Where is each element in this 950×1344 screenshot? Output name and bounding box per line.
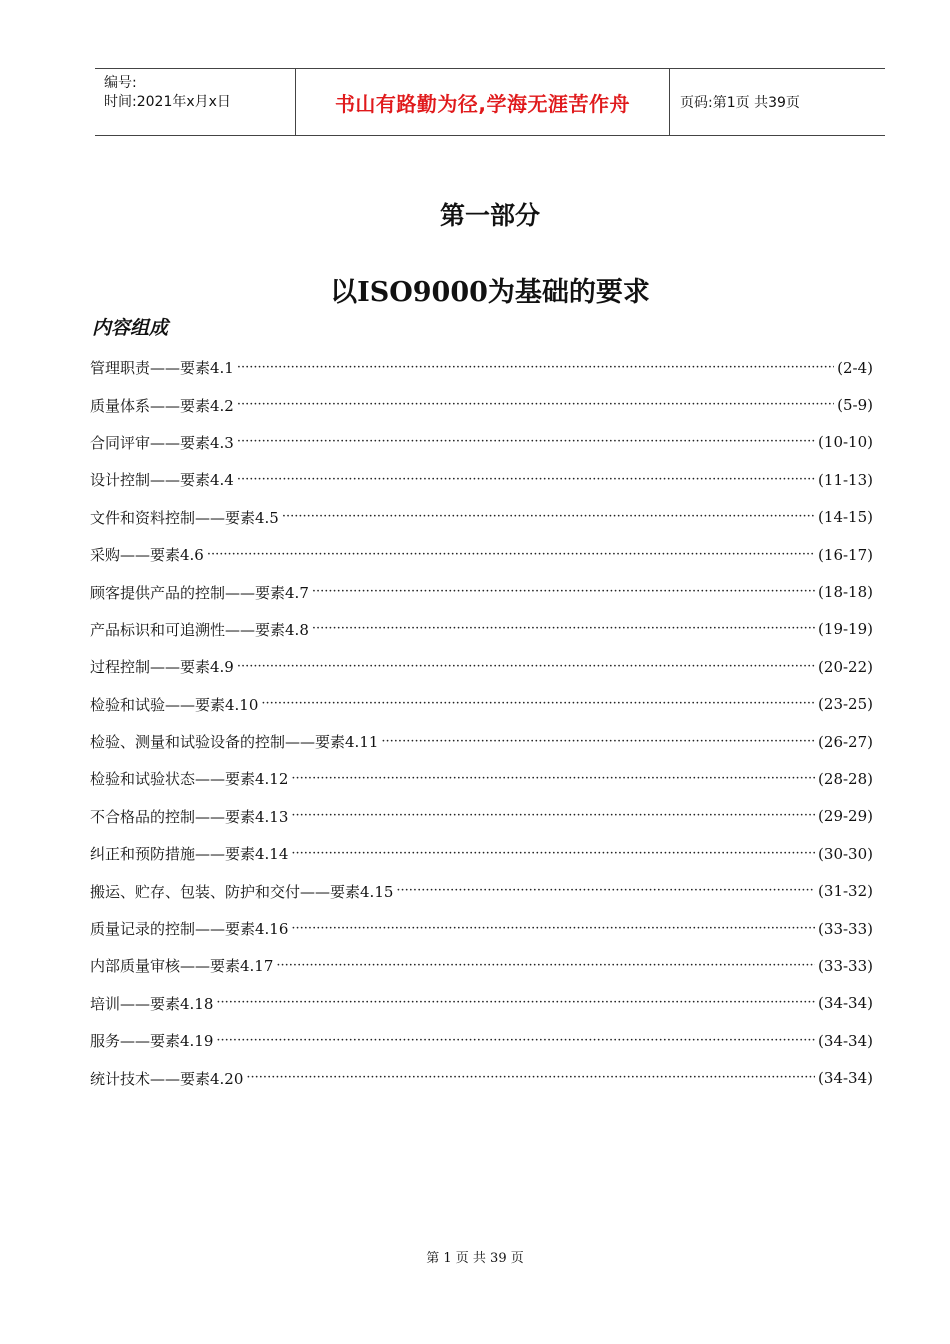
toc-dot-leader (312, 583, 815, 601)
toc-entry-label: 纠正和预防措施——要素4.14 (90, 845, 289, 864)
toc-entry-pages: (18-18) (818, 583, 873, 602)
toc-entry[interactable] (90, 424, 873, 461)
toc-entry[interactable] (90, 947, 873, 984)
toc-entry[interactable] (90, 985, 873, 1022)
toc-entry-pages: (2-4) (837, 358, 873, 377)
toc-entry[interactable] (90, 573, 873, 610)
toc-entry-pages: (5-9) (837, 396, 873, 415)
toc-entry-pages: (16-17) (818, 545, 873, 564)
header-meta-cell (95, 69, 296, 135)
toc-entry-label: 内部质量审核——要素4.17 (90, 957, 274, 976)
toc-dot-leader (216, 1032, 815, 1050)
toc-entry-pages: (19-19) (818, 620, 873, 639)
toc-dot-leader (237, 433, 815, 451)
toc-entry[interactable] (90, 723, 873, 760)
header-motto: 书山有路勤为径,学海无涯苦作舟 (334, 91, 631, 116)
toc-dot-leader (261, 695, 815, 713)
toc-dot-leader (396, 882, 815, 900)
toc-entry-label: 产品标识和可追溯性——要素4.8 (90, 620, 309, 639)
toc-entry-label: 搬运、贮存、包装、防护和交付——要素4.15 (90, 882, 394, 901)
toc-dot-leader (291, 807, 815, 825)
toc-entry-label: 文件和资料控制——要素4.5 (90, 508, 279, 527)
toc-entry[interactable] (90, 910, 873, 947)
toc-dot-leader (237, 396, 834, 414)
toc-dot-leader (381, 733, 815, 751)
document-header (95, 68, 885, 136)
toc-entry-pages: (34-34) (818, 1031, 873, 1050)
toc-dot-leader (237, 359, 834, 377)
toc-entry-pages: (26-27) (818, 732, 873, 751)
toc-entry-pages: (31-32) (818, 882, 873, 901)
toc-dot-leader (291, 845, 815, 863)
toc-entry-label: 培训——要素4.18 (90, 994, 214, 1013)
toc-entry-label: 管理职责——要素4.1 (90, 359, 234, 378)
toc-dot-leader (276, 957, 815, 975)
toc-entry-pages: (34-34) (818, 994, 873, 1013)
toc-dot-leader (207, 546, 815, 564)
toc-entry[interactable] (90, 648, 873, 685)
toc-entry[interactable] (90, 461, 873, 498)
toc-entry-label: 质量体系——要素4.2 (90, 396, 234, 415)
toc-entry-pages: (11-13) (818, 470, 873, 489)
toc-entry-pages: (30-30) (818, 844, 873, 863)
toc-entry[interactable] (90, 1022, 873, 1059)
toc-entry-label: 统计技术——要素4.20 (90, 1069, 244, 1088)
toc-entry-label: 采购——要素4.6 (90, 546, 204, 565)
toc-entry-label: 顾客提供产品的控制——要素4.7 (90, 583, 309, 602)
toc-dot-leader (282, 508, 815, 526)
toc-entry[interactable] (90, 686, 873, 723)
toc-entry[interactable] (90, 1059, 873, 1096)
main-title: 以ISO9000为基础的要求 (330, 277, 650, 308)
toc-entry[interactable] (90, 386, 873, 423)
toc-entry-pages: (33-33) (818, 956, 873, 975)
toc-entry[interactable] (90, 349, 873, 386)
toc-entry-label: 质量记录的控制——要素4.16 (90, 920, 289, 939)
toc-entry-label: 检验和试验——要素4.10 (90, 695, 259, 714)
toc-entry-label: 过程控制——要素4.9 (90, 658, 234, 677)
toc-entry-pages: (28-28) (818, 769, 873, 788)
toc-entry-pages: (23-25) (818, 695, 873, 714)
toc-entry-label: 设计控制——要素4.4 (90, 471, 234, 490)
toc-dot-leader (291, 920, 815, 938)
toc-entry-label: 检验和试验状态——要素4.12 (90, 770, 289, 789)
toc-entry[interactable] (90, 611, 873, 648)
header-motto-cell (296, 69, 670, 135)
toc-dot-leader (291, 770, 815, 788)
part-title: 第一部分 (439, 201, 540, 230)
toc-entry-pages: (10-10) (818, 433, 873, 452)
page-footer: 第 1 页 共 39 页 (426, 1251, 524, 1266)
document-time-label: 时间:2021年x月x日 (104, 94, 231, 110)
toc-entry-pages: (14-15) (818, 508, 873, 527)
toc-entry-pages: (29-29) (818, 807, 873, 826)
toc-dot-leader (237, 471, 815, 489)
toc-heading: 内容组成 (92, 317, 169, 339)
header-page-info: 页码:第1页 共39页 (680, 95, 800, 111)
toc-dot-leader (237, 658, 815, 676)
toc-entry[interactable] (90, 835, 873, 872)
toc-dot-leader (246, 1069, 815, 1087)
toc-entry[interactable] (90, 872, 873, 909)
toc-entry-label: 不合格品的控制——要素4.13 (90, 807, 289, 826)
toc-dot-leader (312, 620, 815, 638)
toc-entry-label: 服务——要素4.19 (90, 1032, 214, 1051)
document-number-label: 编号: (104, 75, 137, 91)
toc-entry[interactable] (90, 536, 873, 573)
toc-entry-label: 检验、测量和试验设备的控制——要素4.11 (90, 733, 379, 752)
toc-entry[interactable] (90, 760, 873, 797)
toc-dot-leader (216, 994, 815, 1012)
toc-entry-pages: (33-33) (818, 919, 873, 938)
header-page-cell (670, 69, 885, 135)
table-of-contents (90, 349, 873, 1097)
toc-entry[interactable] (90, 798, 873, 835)
toc-entry-pages: (20-22) (818, 657, 873, 676)
toc-entry-pages: (34-34) (818, 1069, 873, 1088)
toc-entry[interactable] (90, 499, 873, 536)
toc-entry-label: 合同评审——要素4.3 (90, 433, 234, 452)
